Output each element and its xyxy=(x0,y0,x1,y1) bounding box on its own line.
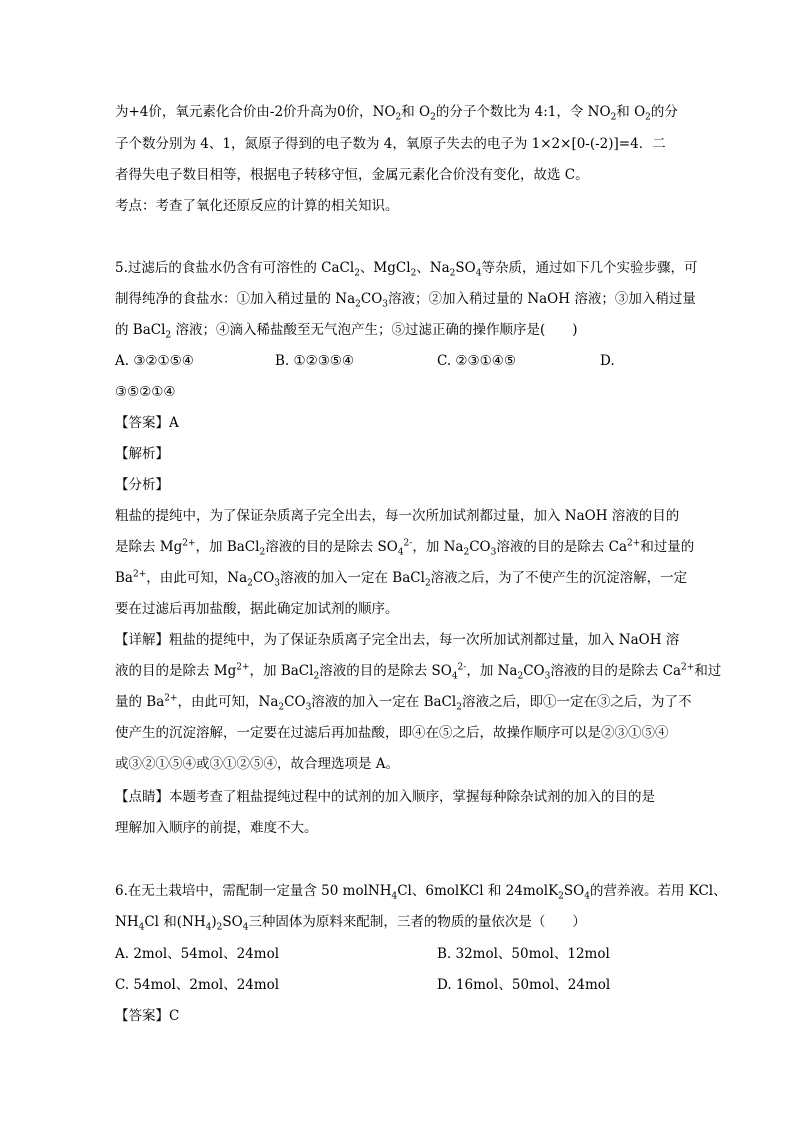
q5-detail-line-1: 【详解】粗盐的提纯中，为了保证杂质离子完全出去，每一次所加试剂都过量，加入 NaOH 溶 xyxy=(115,632,680,648)
q5-fenxi-heading: 【分析】 xyxy=(115,477,169,493)
q6-stem-line-2: $NH_4Cl$ 和$(NH_4)_2SO_4$三种固体为原料来配制，三者的物质的量依次是（ ） xyxy=(115,914,586,933)
q5-option-d: D. xyxy=(600,353,615,369)
q5-detail-line-3: 量的 $Ba^{2+}$，由此可知，$Na_2CO_3$溶液的加入一定在 BaCl$_2$溶液之后，即①一定在③之后，为了不 xyxy=(115,693,692,713)
q5-detail-line-4: 使产生的沉淀溶解，一定要在过滤后再加盐酸，即④在⑤之后，故操作顺序可以是②③①⑤④ xyxy=(115,725,669,741)
q6-option-b: B. 32mol、50mol、12mol xyxy=(437,946,610,962)
q5-stem-line-3: 的 BaCl$_2$ 溶液；④滴入稀盐酸至无气泡产生；⑤过滤正确的操作顺序是( ) xyxy=(115,322,578,341)
intro-line-1: 为+4价，氧元素化合价由-2价升高为0价，$NO_2$和 $O_2$的分子个数比为 4:1，令 $NO_2$和 $O_2$的分 xyxy=(115,104,678,123)
q5-answer: 【答案】A xyxy=(115,415,179,431)
q5-dianjing-line-1: 【点睛】本题考查了粗盐提纯过程中的试剂的加入顺序，掌握每种除杂试剂的加入的目的是 xyxy=(115,789,655,805)
q5-detail-line-2: 液的目的是除去 $Mg^{2+}$，加 BaCl$_2$溶液的目的是除去 $SO_4^{2-}$，加 $Na_2CO_3$溶液的目的是除去 $Ca^{2+}$和过 xyxy=(115,662,722,682)
q5-fenxi-line-4: 要在过滤后再加盐酸，据此确定加试剂的顺序。 xyxy=(115,601,399,617)
q5-fenxi-line-1: 粗盐的提纯中，为了保证杂质离子完全出去，每一次所加试剂都过量，加入 NaOH 溶液的目的 xyxy=(115,508,680,524)
q6-answer: 【答案】C xyxy=(115,1008,180,1024)
q5-option-c: C. ②③①④⑤ xyxy=(437,353,516,369)
q5-detail-line-5: 或③②①⑤④或③①②⑤④，故合理选项是 A。 xyxy=(115,756,400,772)
intro-kaodian: 考点：考查了氧化还原反应的计算的相关知识。 xyxy=(115,198,399,214)
q5-fenxi-line-2: 是除去 $Mg^{2+}$，加 BaCl$_2$溶液的目的是除去 $SO_4^{2-}$，加 $Na_2CO_3$溶液的目的是除去 $Ca^{2+}$和过量的 xyxy=(115,538,695,558)
q6-option-a: A. 2mol、54mol、24mol xyxy=(115,946,280,962)
intro-line-2: 子个数分别为 4、1，氮原子得到的电子数为 4，氧原子失去的电子为 1×2×[0-(-2)]=4．二 xyxy=(115,136,666,152)
q5-option-b: B. ①②③⑤④ xyxy=(275,353,355,369)
q6-option-c: C. 54mol、2mol、24mol xyxy=(115,977,280,993)
q5-stem-line-2: 制得纯净的食盐水：①加入稍过量的 $Na_2CO_3$溶液；②加入稍过量的 NaOH 溶液；③加入稍过量 xyxy=(115,291,696,310)
q5-option-d-value: ③⑤②①④ xyxy=(115,384,176,400)
q5-analysis-heading: 【解析】 xyxy=(115,446,169,462)
q5-dianjing-line-2: 理解加入顺序的前提，难度不大。 xyxy=(115,820,318,836)
q5-stem-line-1: 5.过滤后的食盐水仍含有可溶性的 CaCl$_2$、MgCl$_2$、$Na_2SO_4$等杂质，通过如下几个实验步骤，可 xyxy=(115,260,698,279)
intro-line-3: 者得失电子数目相等，根据电子转移守恒，金属元素化合价没有变化，故选 C。 xyxy=(115,167,589,183)
q5-fenxi-line-3: $Ba^{2+}$，由此可知，$Na_2CO_3$溶液的加入一定在 BaCl$_2$溶液之后，为了不使产生的沉淀溶解，一定 xyxy=(115,569,688,589)
q6-option-d: D. 16mol、50mol、24mol xyxy=(437,977,611,993)
q6-stem-line-1: 6.在无土栽培中，需配制一定量含 50 molNH$_4$Cl、6molKCl 和 $24molK_2SO_4$的营养液。若用 KCl、 xyxy=(115,883,727,902)
q5-option-a: A. ③②①⑤④ xyxy=(115,353,194,369)
